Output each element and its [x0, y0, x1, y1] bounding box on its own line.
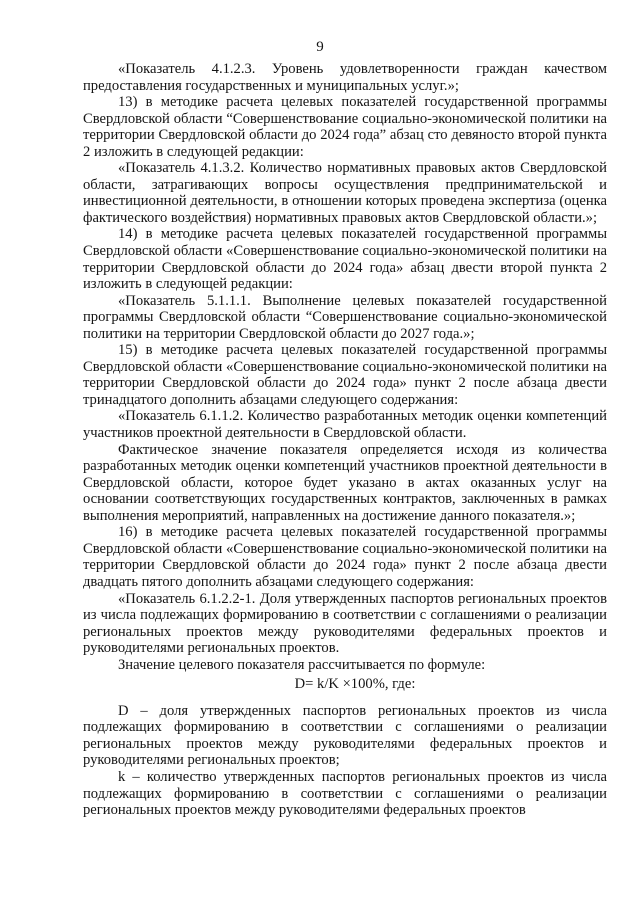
- paragraph-actual-value: Фактическое значение показателя определяется исходя из количества разработанных методик оценки компетенций участников проектной деятельности в Свердловской области, которое будет указано в актах оказанных услуг на основании соответствующих государственных контрактов, заключенных в рамках выполнения мероприятий, направленных на достижение данного показателя.»;: [83, 441, 607, 524]
- document-body: [83, 61, 607, 819]
- paragraph-indicator-4-1-2-3: «Показатель 4.1.2.3. Уровень удовлетворенности граждан качеством предоставления государственных и муниципальных услуг.»;: [83, 61, 607, 94]
- formula: D= k/K ×100%, где:: [294, 676, 416, 693]
- paragraph-item-16: 16) в методике расчета целевых показателей государственной программы Свердловской области «Совершенствование социально-экономической политики на территории Свердловской области до 2024 года» пункт 2 после абзаца двести двадцать пятого дополнить абзацами следующего содержания:: [83, 524, 607, 590]
- paragraph-formula-intro: Значение целевого показателя рассчитывается по формуле:: [118, 656, 486, 673]
- paragraph-indicator-5-1-1-1: «Показатель 5.1.1.1. Выполнение целевых показателей государственной программы Свердловской области “Совершенствование социально-экономической политики на территории Свердловской области до 2027 года.»;: [83, 292, 607, 342]
- paragraph-indicator-6-1-1-2: «Показатель 6.1.1.2. Количество разработанных методик оценки компетенций участников проектной деятельности в Свердловской области.: [83, 408, 607, 442]
- paragraph-item-15: 15) в методике расчета целевых показателей государственной программы Свердловской области «Совершенствование социально-экономической политики на территории Свердловской области до 2024 года» пункт 2 после абзаца двести тринадцатого дополнить абзацами следующего содержания:: [83, 342, 607, 408]
- paragraph-item-14: 14) в методике расчета целевых показателей государственной программы Свердловской области «Совершенствование социально-экономической политики на территории Свердловской области до 2024 года» абзац двести второй пункта 2 изложить в следующей редакции:: [83, 226, 607, 293]
- page-number: 9: [316, 39, 324, 55]
- definition-d: D – доля утвержденных паспортов региональных проектов из числа подлежащих формированию в соответствии с соглашениями о реализации региональных проектов между руководителями федеральных проектов и руководителями региональных проектов;: [83, 702, 607, 769]
- paragraph-indicator-4-1-3-2: «Показатель 4.1.3.2. Количество нормативных правовых актов Свердловской области, затрагивающих вопросы осуществления предпринимательской и инвестиционной деятельности, в отношении которых проведена экспертиза (оценка фактического воздействия) нормативных правовых актов Свердловской области.»;: [83, 160, 607, 226]
- paragraph-indicator-6-1-2-2-1: «Показатель 6.1.2.2-1. Доля утвержденных паспортов региональных проектов из числа подлежащих формированию в соответствии с соглашениями о реализации региональных проектов между руководителями федеральных проектов и руководителями региональных проектов.: [83, 590, 607, 657]
- paragraph-item-13: 13) в методике расчета целевых показателей государственной программы Свердловской области “Совершенствование социально-экономической политики на территории Свердловской области до 2024 года” абзац сто девяносто второй пункта 2 изложить в следующей редакции:: [83, 94, 607, 160]
- definition-k: k – количество утвержденных паспортов региональных проектов из числа подлежащих формированию в соответствии с соглашениями о реализации региональных проектов между руководителями федеральных проектов: [83, 768, 607, 819]
